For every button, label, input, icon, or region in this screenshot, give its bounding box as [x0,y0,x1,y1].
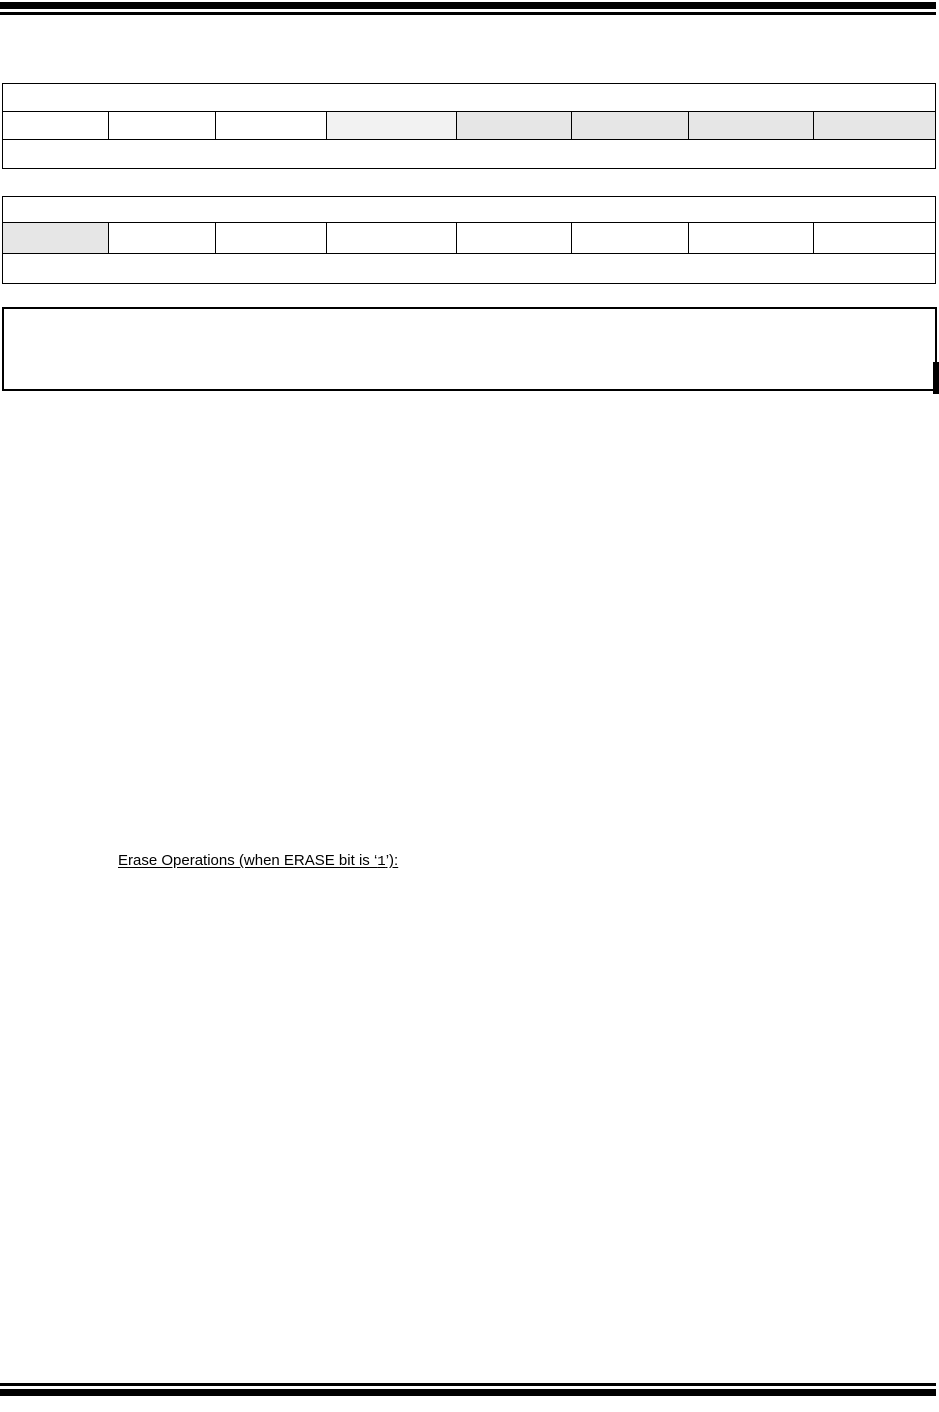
change-bar [933,362,939,394]
erase-operations-heading [118,851,398,872]
table-cell [3,112,109,140]
table-cell [327,112,457,140]
table-row [3,254,936,284]
table-cell [109,223,216,254]
table-row [3,223,936,254]
table-cell [689,223,814,254]
table-cell [3,223,109,254]
table-cell [814,223,936,254]
table-cell [457,112,572,140]
erase-heading-suffix: ’): [385,852,399,869]
erase-heading-bit-value: 1 [377,854,386,870]
table-cell [109,112,216,140]
table-cell [3,140,936,169]
table-cell [572,223,689,254]
header-rule-thick [0,2,936,9]
table-cell [3,197,936,223]
footer-rule-thin [0,1383,936,1386]
table-cell [689,112,814,140]
table-row [3,140,936,169]
table-row [3,112,936,140]
table-cell [814,112,936,140]
footer-rule-thick [0,1389,936,1396]
table-cell [216,223,327,254]
erase-heading-prefix: Erase Operations (when ERASE bit is ‘ [118,852,378,869]
table-row [3,84,936,112]
table-cell [457,223,572,254]
table-cell [3,84,936,112]
table-cell [3,254,936,284]
table-cell [327,223,457,254]
table-row [3,197,936,223]
register-table-1 [2,83,936,169]
note-box [2,307,937,391]
table-cell [216,112,327,140]
header-rule-thin [0,12,936,15]
table-cell [572,112,689,140]
register-table-2 [2,196,936,284]
